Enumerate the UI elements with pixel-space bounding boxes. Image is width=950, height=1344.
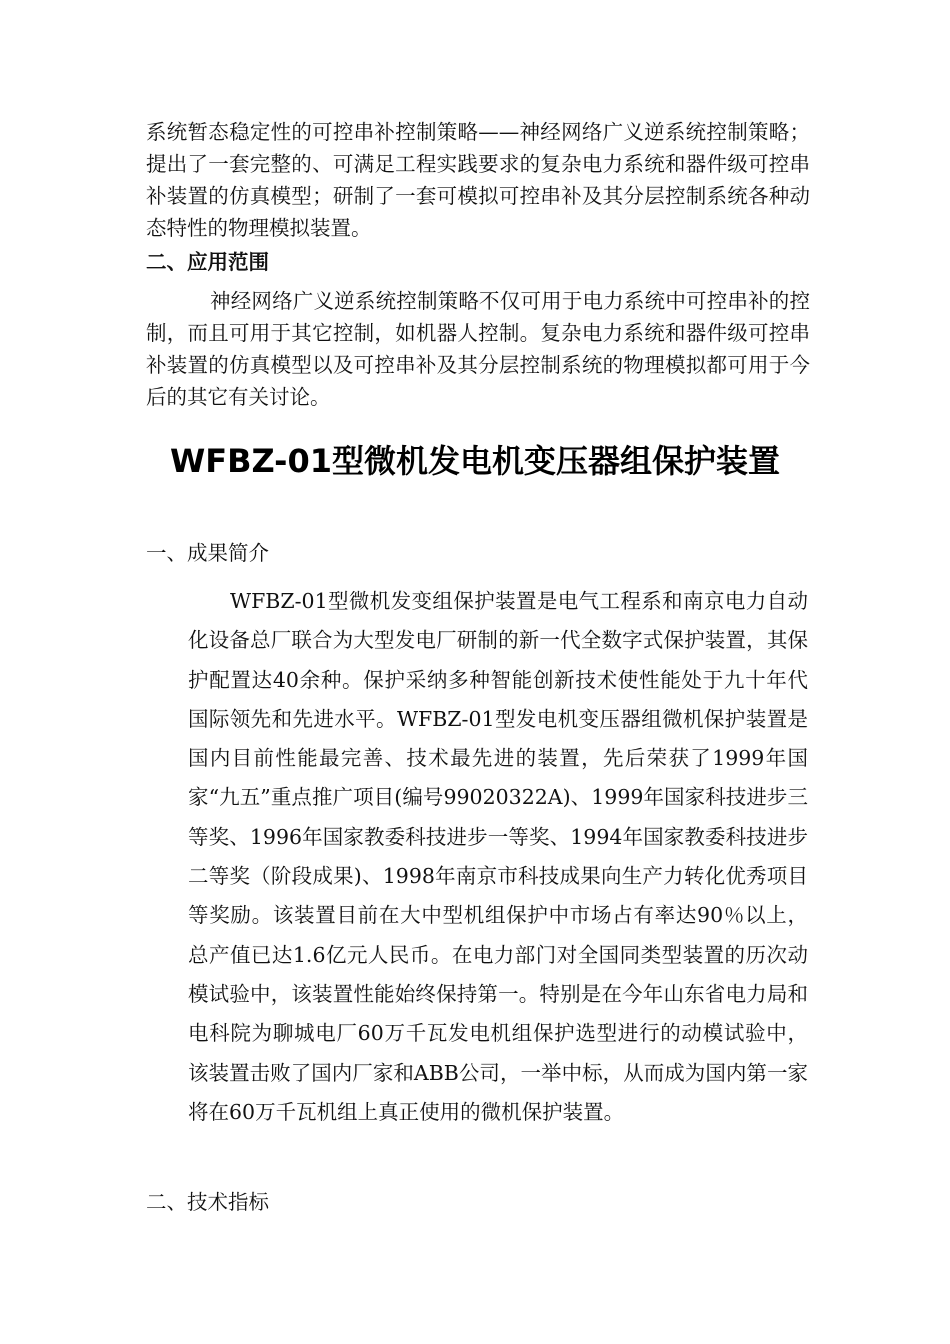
heading-achievement-intro: 一、成果简介 bbox=[146, 541, 269, 565]
paragraph-achievement-intro: WFBZ-01型微机发变组保护装置是电气工程系和南京电力自动化设备总厂联合为大型发电厂研制的新一代全数字式保护装置，其保护配置达40余种。保护采纳多种智能创新技术使性能处于九十年代国际领先和先进水平。WFBZ-01型发电机变压器组微机保护装置是国内目前性能最完善、技术最先进的装置，先后荣获了1999年国家“九五”重点推广项目(编号99020322A)、1999年国家科技进步三等奖、1996年国家教委科技进步一等奖、1994年国家教委科技进步二等奖（阶段成果)、1998年南京市科技成果向生产力转化优秀项目等奖励。该装置目前在大中型机组保护中市场占有率达90％以上，总产值已达1.6亿元人民币。在电力部门对全国同类型装置的历次动模试验中，该装置性能始终保持第一。特别是在今年山东省电力局和电科院为聊城电厂60万千瓦发电机组保护选型进行的动模试验中，该装置击败了国内厂家和ABB公司，一举中标，从而成为国内第一家将在60万千瓦机组上真正使用的微机保护装置。 bbox=[188, 589, 808, 1124]
paragraph-application-scope: 神经网络广义逆系统控制策略不仅可用于电力系统中可控串补的控制，而且可用于其它控制，如机器人控制。复杂电力系统和器件级可控串补装置的仿真模型以及可控串补及其分层控制系统的物理模拟都可用于今后的其它有关讨论。 bbox=[146, 289, 810, 409]
document-title: WFBZ-01型微机发电机变压器组保护装置 bbox=[169, 442, 780, 480]
heading-application-scope: 二、应用范围 bbox=[146, 250, 269, 274]
paragraph-strategy-summary: 系统暂态稳定性的可控串补控制策略——神经网络广义逆系统控制策略；提出了一套完整的、可满足工程实践要求的复杂电力系统和器件级可控串补装置的仿真模型；研制了一套可模拟可控串补及其分层控制系统各种动态特性的物理模拟装置。 bbox=[146, 120, 810, 240]
heading-technical-specs: 二、技术指标 bbox=[146, 1190, 269, 1214]
